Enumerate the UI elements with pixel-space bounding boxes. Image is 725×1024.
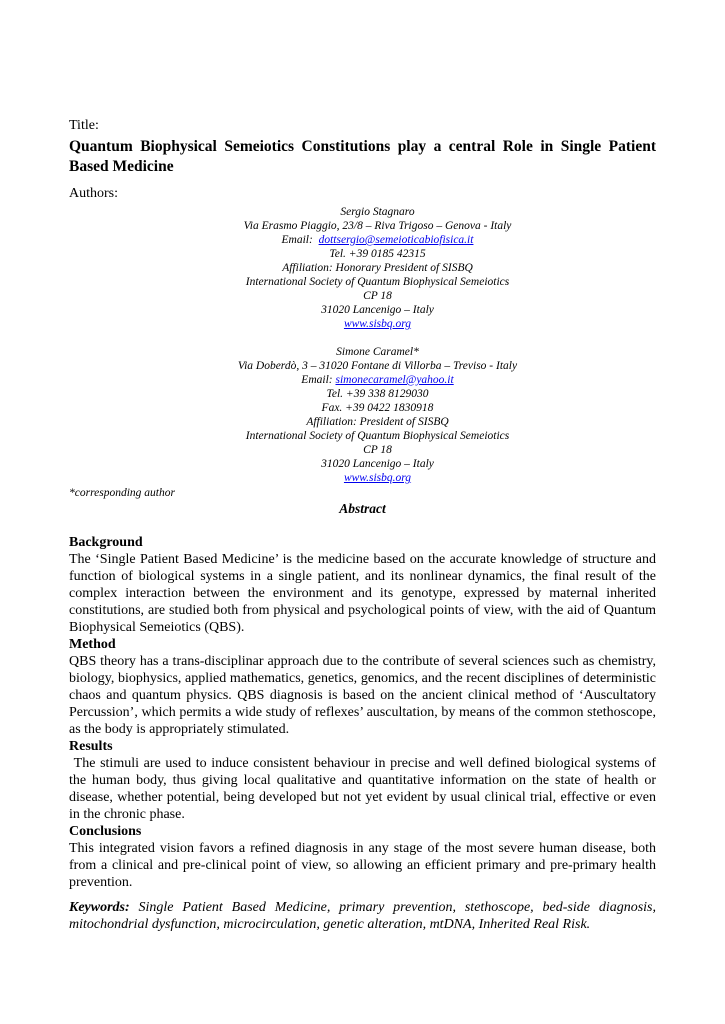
author-block-2	[69, 345, 656, 485]
author-block-1	[69, 205, 656, 331]
paper-title: Quantum Biophysical Semeiotics Constitutions play a central Role in Single Patient Based Medicine	[69, 138, 656, 175]
author-tel: Tel. +39 338 8129030	[326, 388, 429, 400]
author-email-link[interactable]: dottsergio@semeioticabiofisica.it	[318, 234, 474, 246]
author-email-line	[99, 233, 656, 247]
author-tel: Tel. +39 0185 42315	[329, 248, 426, 260]
results-text: The stimuli are used to induce consistent behaviour in precise and well defined biological systems of the human body, thus giving local qualitative and quantitative information on the state of health or disease, whether potential, being developed but not yet evident by usual clinical trial, effective or even in the chronic phase.	[69, 756, 660, 822]
author-society: International Society of Quantum Biophysical Semeiotics	[245, 430, 510, 442]
author-city: 31020 Lancenigo – Italy	[321, 458, 434, 470]
author-city: 31020 Lancenigo – Italy	[321, 304, 434, 316]
corresponding-author-note: *corresponding author	[69, 487, 175, 499]
author-affiliation: Affiliation: Honorary President of SISBQ	[282, 262, 473, 274]
author-name: Simone Caramel*	[336, 346, 419, 358]
background-text: The ‘Single Patient Based Medicine’ is the medicine based on the accurate knowledge of structure and function of biological systems in a single patient, and its nonlinear dynamics, the final result of the complex interaction between the environment and its genotype, expressed by maternal inherited constitutions, are studied both from physical and psychological points of view, with the aid of Quantum Biophysical Semeiotics (QBS).	[69, 552, 656, 635]
author-name: Sergio Stagnaro	[340, 206, 415, 218]
title-label: Title:	[69, 118, 99, 133]
keywords-text: Single Patient Based Medicine, primary prevention, stethoscope, bed-side diagnosis, mitochondrial dysfunction, microcirculation, genetic alteration, mtDNA, Inherited Real Risk.	[69, 900, 656, 932]
author-email-line	[99, 373, 656, 387]
author-website-link[interactable]: www.sisbq.org	[343, 318, 412, 330]
conclusions-text: This integrated vision favors a refined diagnosis in any stage of the most severe human disease, both from a clinical and pre-clinical point of view, so allowing an efficient primary and pre-primary health prevention.	[69, 841, 656, 890]
author-cp: CP 18	[363, 444, 392, 456]
method-heading: Method	[69, 637, 116, 652]
author-cp: CP 18	[363, 290, 392, 302]
author-address: Via Doberdò, 3 – 31020 Fontane di Villorba – Treviso - Italy	[237, 360, 518, 372]
author-fax: Fax. +39 0422 1830918	[321, 402, 434, 414]
spacer	[69, 331, 656, 345]
author-email-link[interactable]: simonecaramel@yahoo.it	[335, 374, 454, 386]
background-heading: Background	[69, 535, 143, 550]
email-label: Email:	[301, 374, 333, 386]
author-website-link[interactable]: www.sisbq.org	[343, 472, 412, 484]
author-society: International Society of Quantum Biophysical Semeiotics	[245, 276, 510, 288]
keywords	[69, 899, 656, 933]
conclusions-heading: Conclusions	[69, 824, 142, 839]
keywords-label: Keywords:	[69, 900, 130, 915]
paper-page	[69, 117, 660, 933]
authors-label: Authors:	[69, 186, 118, 201]
email-label: Email:	[281, 234, 313, 246]
results-heading: Results	[69, 739, 113, 754]
author-address: Via Erasmo Piaggio, 23/8 – Riva Trigoso – Genova - Italy	[243, 220, 512, 232]
author-affiliation: Affiliation: President of SISBQ	[306, 416, 449, 428]
abstract-heading: Abstract	[339, 501, 386, 516]
method-text: QBS theory has a trans-disciplinar approach due to the contribute of several sciences such as chemistry, biology, biophysics, applied mathematics, genetics, genomics, and the recent disciplines of deterministic chaos and quantum physics. QBS diagnosis is based on the ancient clinical method of ‘Auscultatory Percussion’, which permits a wide study of reflexes’ auscultation, by means of the common stethoscope, as the body is appropriately stimulated.	[69, 654, 656, 737]
